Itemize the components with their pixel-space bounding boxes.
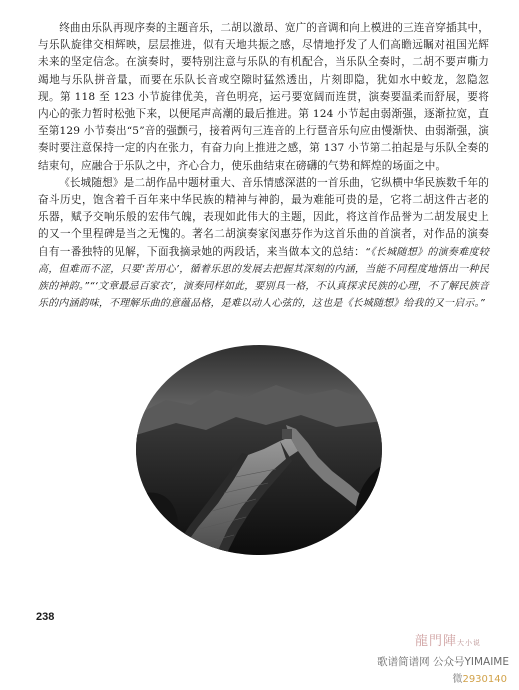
paragraph-finale: 终曲由乐队再现序奏的主题音乐，二胡以激昂、宽广的音调和向上模进的三连音穿插其中，与乐队旋律交相辉映，层层推进，似有天地共振之感，尽情地抒发了人们高瞻远瞩对祖国光辉未来的坚定信念。在演奏时，要特别注意与乐队的有机配合，当乐队全奏时，二胡不要声嘶力竭地与乐队拼音量，而要在乐队长音或空隙时猛然透出，片刻即隐，犹如水中蛟龙，忽隐忽现。第 118 至 123 小节旋律优美，音色明亮，运弓要宽阔而连贯，演奏要温柔而舒展，要将内心的张力暂时松弛下来，以便尾声高潮的最后推进。第 124 小节起由弱渐强，逐渐拉宽，直至第129 小节奏出“5”音的强颤弓，接着两句三连音的上行琶音乐句应由慢渐快、由弱渐强，演奏时要注意保持一定的内在张力，有奋力向上推进之感，第 137 小节第二拍起是与乐队全奏的结束句，应融合于乐队之中，齐心合力，使乐曲结束在磅礴的气势和辉煌的场面之中。	[38, 22, 489, 172]
paragraph-conclusion-text: 《长城随想》是二胡作品中题材重大、音乐情感深湛的一首乐曲，它纵横中华民族数千年的奋斗历史，饱含着千百年来中华民族的精神与神韵，最为难能可贵的是，它将二胡这件古老的乐器，赋予交响乐般的宏伟气魄，表现如此伟大的主题，因此，将这首作品誉为二胡发展史上的又一个里程碑是当之无愧的。著名二胡演奏家闵惠芬作为这首乐曲的首演者，对作品的演奏自有一番独特的见解，下面我摘录她的两段话，来当做本文的总结：	[38, 176, 489, 258]
page-number: 238	[36, 611, 55, 623]
quoted-remarks: “《长城随想》的演奏难度较高，但难而不涩，只要‘苦用心’，循着乐思的发展去把握其深刻的内涵，当能不同程度地悟出一种民族的神韵。”“‘文章最忌百家衣’，演奏同样如此，要别具一格，不认真探求民族的心理，不了解民族音乐的内涵韵味，不理解乐曲的意蕴品格，是难以动人心弦的，这也是《长城随想》给我的又一启示。”	[38, 246, 490, 310]
watermark-logo	[415, 630, 481, 649]
watermark-code: 2930140	[462, 674, 507, 685]
watermark-logo-text: 龍門陣	[414, 634, 457, 649]
great-wall-illustration	[136, 345, 382, 555]
paragraph-conclusion	[38, 175, 489, 313]
watermark-line-1: 歌谱简谱网 公众号YIMAIME	[377, 656, 509, 668]
watermark-prefix: 微	[452, 674, 463, 685]
watermark-line-2	[452, 670, 507, 685]
article-body	[38, 20, 489, 312]
great-wall-photo	[136, 345, 382, 555]
watermark-logo-small: 大小说	[457, 639, 481, 647]
